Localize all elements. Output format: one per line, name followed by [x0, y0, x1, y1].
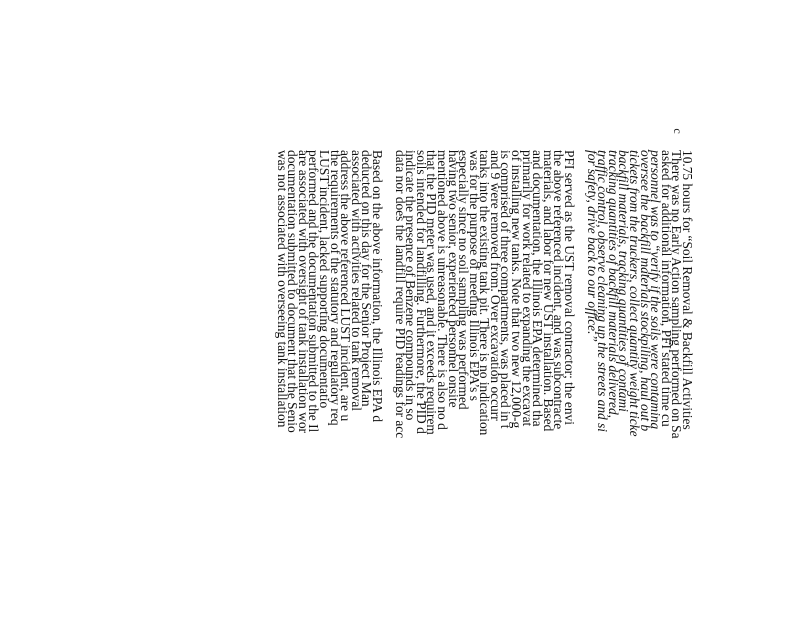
paragraph-soil-removal — [584, 150, 695, 610]
text-line: LUST incident, lacked supporting documentatio — [317, 150, 332, 409]
text-line: materials, and labor for new UST installation. Based — [540, 150, 556, 432]
text-line: soils intended for landfilling. Furthermore, the PID d — [413, 150, 429, 434]
text-line: are associated with oversight of tank installation wor — [295, 150, 311, 433]
text-line: backfill materials, tracking quantities of contami — [616, 150, 632, 412]
paragraph-ust-contractor — [392, 150, 578, 610]
rotated-text-block — [262, 150, 695, 610]
text-line: tanks into the existing tank pit. There is no indication — [477, 150, 493, 436]
text-line: tickets from the truckers, collect quantity weight ticke — [627, 150, 643, 437]
paragraph-epa-determination — [274, 150, 385, 610]
text-line: address the above referenced LUST incident, are u — [338, 150, 354, 422]
text-line: that the PID meter was used, and it exceeds requirem — [424, 150, 440, 435]
text-line: and 9 were removed from. Over excavation occurr — [487, 150, 503, 421]
text-line: asked for additional information, PFI stated time cu — [658, 150, 674, 427]
text-line: deducted on this day for the Senior Project Man — [359, 150, 375, 407]
text-line: having two senior, experienced personnel onsite — [445, 150, 461, 408]
text-line: PFI served as the UST removal contractor; the envi — [562, 150, 578, 425]
text-line: was not associated with overseeing tank installation — [274, 150, 290, 428]
text-line: especially since no soil sampling was performed — [456, 150, 472, 410]
text-line: tracking quantities of backfill materials delivered, — [605, 150, 621, 419]
text-line: the above referenced incident, and was subcontracte — [551, 150, 567, 430]
text-line: for safety, drive back to our office.” — [584, 150, 600, 342]
text-line: data nor does the landfill require PID readings for acc — [392, 150, 408, 439]
text-line: was for the purpose of meeting Illinois EPA’s s — [466, 150, 482, 401]
text-line: of installing new tanks. Note that two new 12,000-g — [509, 150, 525, 429]
text-line: primarily for work related to expanding the excavat — [519, 150, 535, 427]
text-line: documentation submitted to document that the Senio — [285, 150, 301, 433]
text-line: the requirements of the statutory and regulatory req — [327, 150, 343, 426]
text-line: There was no Early Action sampling performed on Sa — [669, 150, 685, 439]
text-line: Based on the above information, the Illinois EPA d — [369, 150, 385, 423]
text-line: personnel was to “verify if the soils were contamina — [648, 150, 664, 430]
text-line: mentioned above is unreasonable. There is also no d — [434, 150, 450, 430]
text-line: and documentation, the Illinois EPA determined tha — [530, 150, 546, 427]
text-line: performed and the documentation submitted to the Il — [306, 150, 322, 433]
text-line: is comprised of three compartments, was placed in t — [498, 150, 514, 429]
page-corner-mark: c — [671, 128, 685, 134]
text-line: indicate the presence of Benzene compounds in so — [403, 150, 419, 421]
text-line: traffic control, observe cleaning up the streets and si — [595, 150, 611, 433]
text-line: oversee the backfill materials stockpiling, haul out b — [637, 150, 653, 432]
text-line: associated with activities related to tank removal — [348, 150, 364, 412]
text-line: 10.75 hours for “Soil Removal & Backfill Activities — [680, 150, 695, 430]
